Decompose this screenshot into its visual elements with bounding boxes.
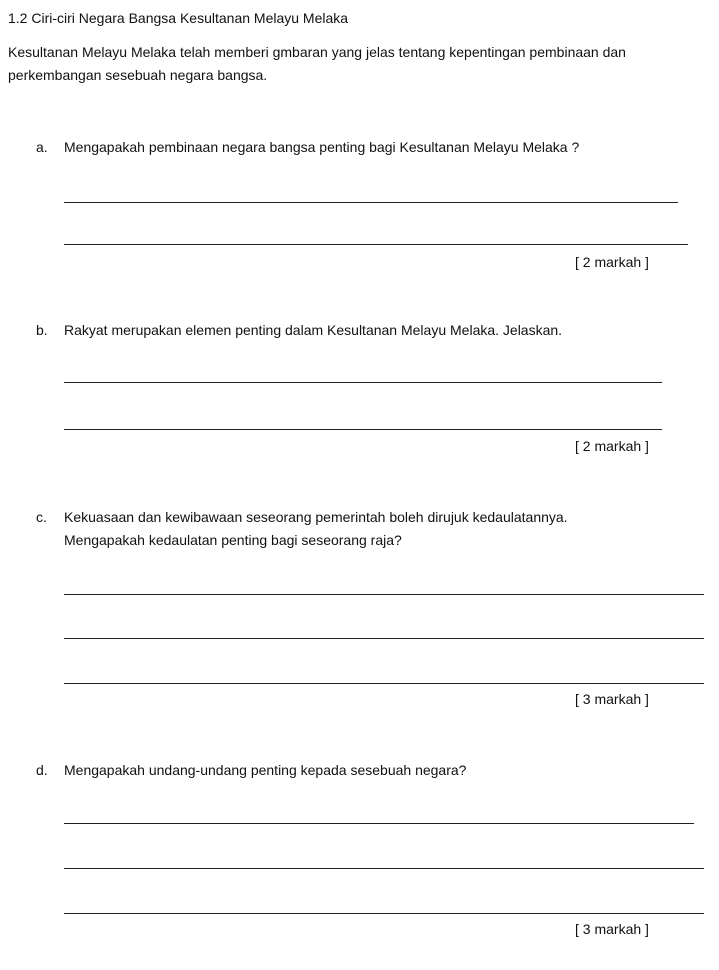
question-a-marks: [ 2 markah ] [575,254,649,270]
question-b-text: Rakyat merupakan elemen penting dalam Kesultanan Melayu Melaka. Jelaskan. [64,322,563,338]
answer-line-b-1[interactable] [64,382,662,383]
intro-line-1: Kesultanan Melayu Melaka telah memberi gmbaran yang jelas tentang kepentingan pembinaan dan [8,44,626,60]
section-heading: 1.2 Ciri-ciri Negara Bangsa Kesultanan Melayu Melaka [8,10,349,26]
answer-line-d-3[interactable] [64,913,704,914]
answer-line-c-2[interactable] [64,638,704,639]
question-c-text-2: Mengapakah kedaulatan penting bagi seseorang raja? [64,532,402,548]
intro-line-2: perkembangan sesebuah negara bangsa. [8,67,268,83]
answer-line-d-2[interactable] [64,868,704,869]
answer-line-d-1[interactable] [64,823,694,824]
question-d-letter: d. [36,762,48,778]
question-b-letter: b. [36,322,48,338]
question-c-letter: c. [36,509,47,525]
answer-line-a-1[interactable] [64,202,678,203]
question-d-text: Mengapakah undang-undang penting kepada sesebuah negara? [64,762,467,778]
answer-line-b-2[interactable] [64,429,662,430]
question-a-letter: a. [36,139,48,155]
question-d-marks: [ 3 markah ] [575,921,649,937]
question-c-text-1: Kekuasaan dan kewibawaan seseorang pemerintah boleh dirujuk kedaulatannya. [64,509,568,525]
answer-line-a-2[interactable] [64,244,688,245]
question-a-text: Mengapakah pembinaan negara bangsa penting bagi Kesultanan Melayu Melaka ? [64,139,580,155]
question-b-marks: [ 2 markah ] [575,438,649,454]
answer-line-c-3[interactable] [64,683,704,684]
question-c-marks: [ 3 markah ] [575,691,649,707]
answer-line-c-1[interactable] [64,594,704,595]
